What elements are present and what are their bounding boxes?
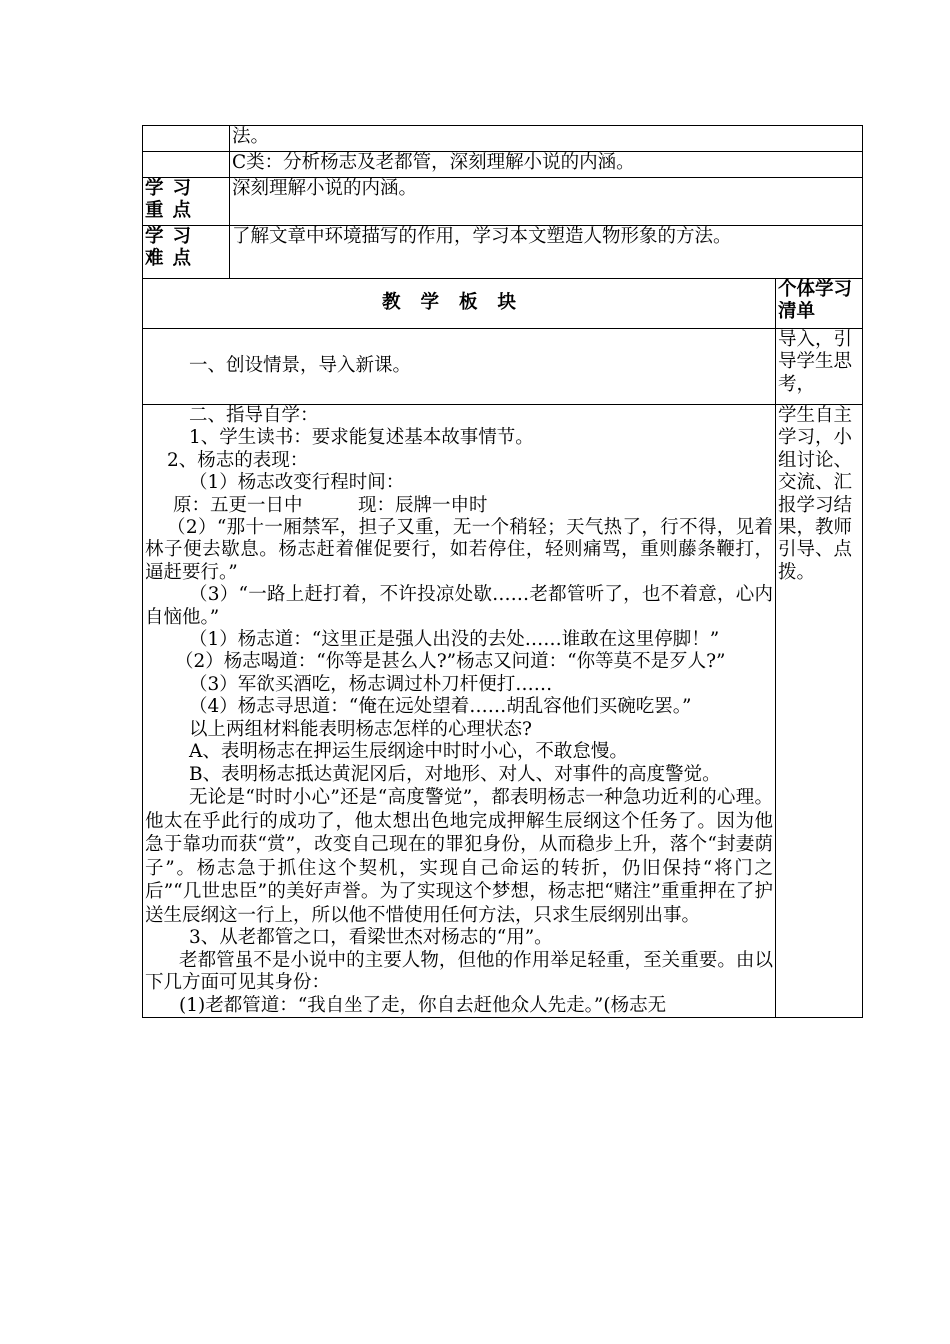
paragraph: 2、杨志的表现：: [167, 449, 309, 471]
method-tail-cell: 法。: [230, 126, 863, 152]
section1-text: 一、创设情景，导入新课。: [189, 355, 412, 377]
paragraph: 以上两组材料能表明杨志怎样的心理状态?: [189, 718, 532, 740]
section1-cell: [143, 329, 776, 405]
paragraph: （2）杨志喝道：“你等是甚么人?”杨志又问道：“你等莫不是歹人?”: [175, 651, 726, 673]
table-row: [143, 226, 863, 279]
section2-side: 学生自主学习，小组讨论、交流、汇报学习结果，教师引导、点拨。: [776, 405, 863, 1018]
paragraph: 1、学生读书：要求能复述基本故事情节。: [189, 427, 534, 449]
paragraph: B、表明杨志抵达黄泥冈后，对地形、对人、对事件的高度警觉。: [189, 763, 721, 785]
paragraph: （1）杨志道：“这里正是强人出没的去处……谁敢在这里停脚！”: [189, 629, 720, 651]
empty-label-cell: [143, 126, 230, 152]
paragraph: （4）杨志寻思道：“俺在远处望着……胡乱容他们买碗吃罢。”: [189, 696, 692, 718]
empty-label-cell: [143, 152, 230, 178]
difficulty-label: 学习难点: [143, 226, 230, 279]
paragraph: 原：五更一日中 现：辰牌一申时: [173, 494, 488, 516]
paragraph: （3）“一路上赶打着，不许投凉处歇……老都管听了，也不着意，心内自恼他。”: [145, 584, 773, 628]
table-row: [143, 279, 863, 329]
difficulty-text: 了解文章中环境描写的作用，学习本文塑造人物形象的方法。: [230, 226, 863, 279]
paragraph: 老都管虽不是小说中的主要人物，但他的作用举足轻重，至关重要。由以下几方面可见其身份：: [145, 949, 773, 994]
paragraph: A、表明杨志在押运生辰纲途中时时小心，不敢怠慢。: [189, 741, 628, 763]
table-row: [143, 126, 863, 152]
paragraph: (1)老都管道：“我自坐了走，你自去赶他众人先走。”(杨志无: [179, 994, 667, 1016]
teaching-section-header: 教学板块: [143, 279, 776, 329]
paragraph: 无论是“时时小心”还是“高度警觉”，都表明杨志一种急功近利的心理。他太在乎此行的成功了，他太想出色地完成押解生辰纲这个任务了。因为他急于靠功而获“赏”，改变自己现在的罪犯身份，从而稳步上升，落个“封妻荫子”。杨志急于抓住这个契机，实现自己命运的转折，仍旧保持“将门之后”“几世忠臣”的美好声誉。为了实现这个梦想，杨志把“赌注”重重押在了护送生辰纲这一行上，所以他不惜使用任何方法，只求生辰纲别出事。: [145, 786, 773, 926]
table-row: [143, 329, 863, 405]
table-row: [143, 152, 863, 178]
section2-title: 二、指导自学：: [189, 405, 319, 426]
paragraph: （1）杨志改变行程时间：: [189, 472, 405, 494]
paragraph: 3、从老都管之口，看梁世杰对杨志的“用”。: [189, 927, 553, 949]
key-point-text: 深刻理解小说的内涵。: [230, 178, 863, 226]
table-row: [143, 405, 863, 1018]
lesson-plan-table: [142, 125, 863, 1018]
class-c-cell: C类：分析杨志及老都管，深刻理解小说的内涵。: [230, 152, 863, 178]
section2-cell: [143, 405, 776, 1018]
section1-side: 导入，引导学生思考，: [776, 329, 863, 405]
paragraph: （2）“那十一厢禁军，担子又重，无一个稍轻；天气热了，行不得，见着林子便去歇息。杨志赶着催促要行，如若停住，轻则痛骂，重则藤条鞭打，逼赶要行。”: [145, 517, 773, 583]
key-point-label: 学习重点: [143, 178, 230, 226]
individual-checklist-header: 个体学习清单: [776, 279, 863, 329]
paragraph: （3）军欲买酒吃，杨志调过朴刀杆便打……: [189, 673, 553, 695]
table-row: [143, 178, 863, 226]
